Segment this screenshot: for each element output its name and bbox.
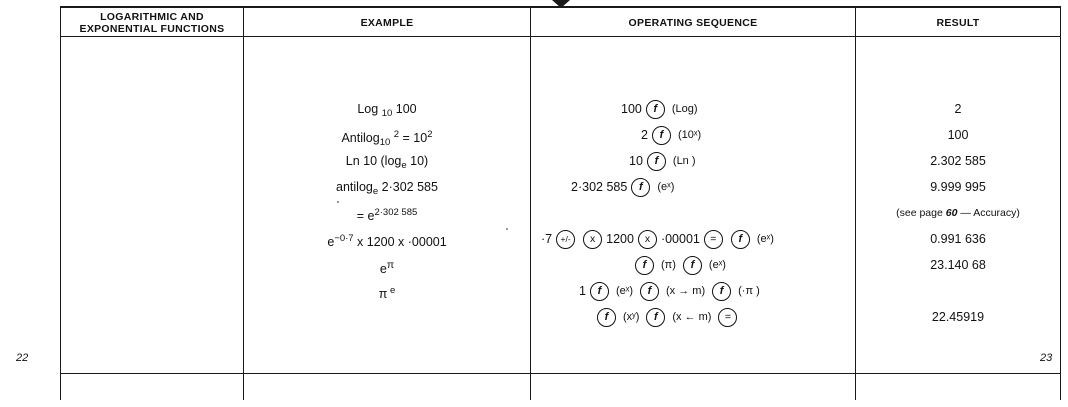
operating-sequence-row bbox=[531, 96, 855, 122]
note-text: — Accuracy) bbox=[957, 207, 1020, 219]
example-row bbox=[244, 226, 530, 252]
calculator-key-[interactable]: = bbox=[704, 230, 723, 249]
calculator-key-x[interactable]: x bbox=[638, 230, 657, 249]
key-function-label: (Log) bbox=[671, 103, 698, 115]
calculator-key-[interactable]: = bbox=[718, 308, 737, 327]
key-function-label: (Ln ) bbox=[672, 155, 696, 167]
key-function-label: (10ˣ) bbox=[677, 129, 702, 141]
table-right-border bbox=[1060, 6, 1061, 400]
operating-sequence-row bbox=[531, 278, 855, 304]
example-text: 10) bbox=[406, 154, 429, 168]
example-text: −0·7 bbox=[334, 233, 354, 244]
example-text: Antilog bbox=[341, 131, 380, 145]
sequence-entry-value: 1200 bbox=[606, 232, 634, 246]
column-header-operating-sequence: OPERATING SEQUENCE bbox=[628, 17, 758, 29]
operating-sequence-row bbox=[531, 174, 855, 200]
example-text: 10 bbox=[381, 108, 393, 119]
calculator-key-f[interactable]: f bbox=[731, 230, 750, 249]
table-header-divider bbox=[60, 36, 1060, 37]
calculator-key-x[interactable]: x bbox=[583, 230, 602, 249]
result-value: 23.140 68 bbox=[930, 258, 986, 272]
result-column bbox=[856, 96, 1060, 330]
example-text: antilog bbox=[336, 180, 373, 194]
column-header-result: RESULT bbox=[936, 17, 980, 29]
result-value: 100 bbox=[947, 128, 969, 142]
calculator-key-f[interactable]: f bbox=[646, 100, 665, 119]
sequence-entry-value: 2 bbox=[641, 128, 648, 142]
example-text: x 1200 x ·00001 bbox=[353, 235, 447, 249]
example-row bbox=[244, 96, 530, 122]
operating-sequence-row bbox=[531, 200, 855, 226]
example-row bbox=[244, 200, 530, 226]
column-header-functions bbox=[61, 11, 243, 35]
calculator-key-[interactable]: +/- bbox=[556, 230, 575, 249]
sequence-entry-value: ·7 bbox=[541, 232, 553, 246]
calculator-key-f[interactable]: f bbox=[597, 308, 616, 327]
key-function-label: (eˣ) bbox=[708, 259, 726, 271]
example-text: e bbox=[372, 186, 379, 197]
calculator-key-f[interactable]: f bbox=[652, 126, 671, 145]
example-row bbox=[244, 122, 530, 148]
calculator-key-f[interactable]: f bbox=[712, 282, 731, 301]
note-text: (see page bbox=[896, 207, 946, 219]
calculator-key-f[interactable]: f bbox=[683, 256, 702, 275]
sequence-entry-value: 1 bbox=[579, 284, 586, 298]
key-function-label: (xʸ) bbox=[623, 311, 640, 323]
example-row bbox=[244, 174, 530, 200]
column-header-functions-line1: LOGARITHMIC AND bbox=[100, 11, 204, 23]
example-text: 2 bbox=[427, 129, 433, 140]
sequence-entry-value: ·00001 bbox=[660, 232, 700, 246]
page-number-right: 23 bbox=[1040, 352, 1053, 364]
calculator-key-f[interactable]: f bbox=[646, 308, 665, 327]
result-value: 0.991 636 bbox=[930, 232, 986, 246]
example-text: e bbox=[379, 262, 387, 276]
result-value: 2 bbox=[954, 102, 962, 116]
example-text: Log bbox=[357, 102, 382, 116]
key-function-label: (x → m) bbox=[666, 285, 706, 297]
example-text: 2 bbox=[393, 129, 400, 140]
calculator-key-f[interactable]: f bbox=[635, 256, 654, 275]
example-column bbox=[244, 96, 530, 304]
key-function-label: (eˣ) bbox=[615, 285, 634, 297]
sequence-entry-value: 10 bbox=[629, 154, 643, 168]
operating-sequence-column bbox=[531, 96, 855, 330]
example-text: e bbox=[401, 160, 407, 171]
result-value bbox=[856, 278, 1060, 304]
key-function-label: (·π ) bbox=[738, 285, 760, 297]
calculator-key-f[interactable]: f bbox=[590, 282, 609, 301]
sequence-entry-value: 2·302 585 bbox=[571, 180, 628, 194]
key-function-label: (eˣ) bbox=[657, 181, 675, 193]
calculator-key-f[interactable]: f bbox=[640, 282, 659, 301]
example-text: π bbox=[378, 287, 388, 301]
operating-sequence-row bbox=[531, 122, 855, 148]
result-accuracy-note bbox=[856, 200, 1060, 226]
column-header-functions-line2: EXPONENTIAL FUNCTIONS bbox=[79, 23, 225, 35]
key-function-label: (eˣ) bbox=[756, 233, 774, 245]
table-left-border bbox=[60, 6, 61, 400]
example-row bbox=[244, 278, 530, 304]
operating-sequence-row bbox=[531, 252, 855, 278]
calculator-key-f[interactable]: f bbox=[647, 152, 666, 171]
example-text: e bbox=[327, 235, 335, 249]
example-text: 2·302 585 bbox=[378, 180, 438, 194]
operating-sequence-row bbox=[531, 226, 855, 252]
example-text: π bbox=[386, 259, 395, 271]
column-header-example: EXAMPLE bbox=[360, 17, 414, 29]
example-text: 10 bbox=[379, 137, 391, 148]
sequence-entry-value: 100 bbox=[621, 102, 642, 116]
calculator-key-f[interactable]: f bbox=[631, 178, 650, 197]
key-function-label: (π) bbox=[661, 259, 676, 271]
example-row bbox=[244, 252, 530, 278]
note-page-reference[interactable]: 60 bbox=[945, 207, 958, 219]
example-text: e bbox=[387, 285, 396, 296]
example-text: = e bbox=[356, 209, 375, 223]
result-value: 2.302 585 bbox=[930, 154, 986, 168]
operating-sequence-row bbox=[531, 148, 855, 174]
result-value: 9.999 995 bbox=[930, 180, 986, 194]
example-row bbox=[244, 148, 530, 174]
operating-sequence-row bbox=[531, 304, 855, 330]
key-function-label: (x ← m) bbox=[672, 311, 712, 323]
page-number-left: 22 bbox=[16, 352, 29, 364]
example-text: Ln 10 (log bbox=[345, 154, 402, 168]
table-bottom-border bbox=[60, 373, 1060, 374]
example-text: 2·302 585 bbox=[374, 207, 418, 218]
example-text: 100 bbox=[392, 102, 417, 116]
result-value: 22.45919 bbox=[931, 310, 985, 324]
example-text: = 10 bbox=[399, 131, 428, 145]
